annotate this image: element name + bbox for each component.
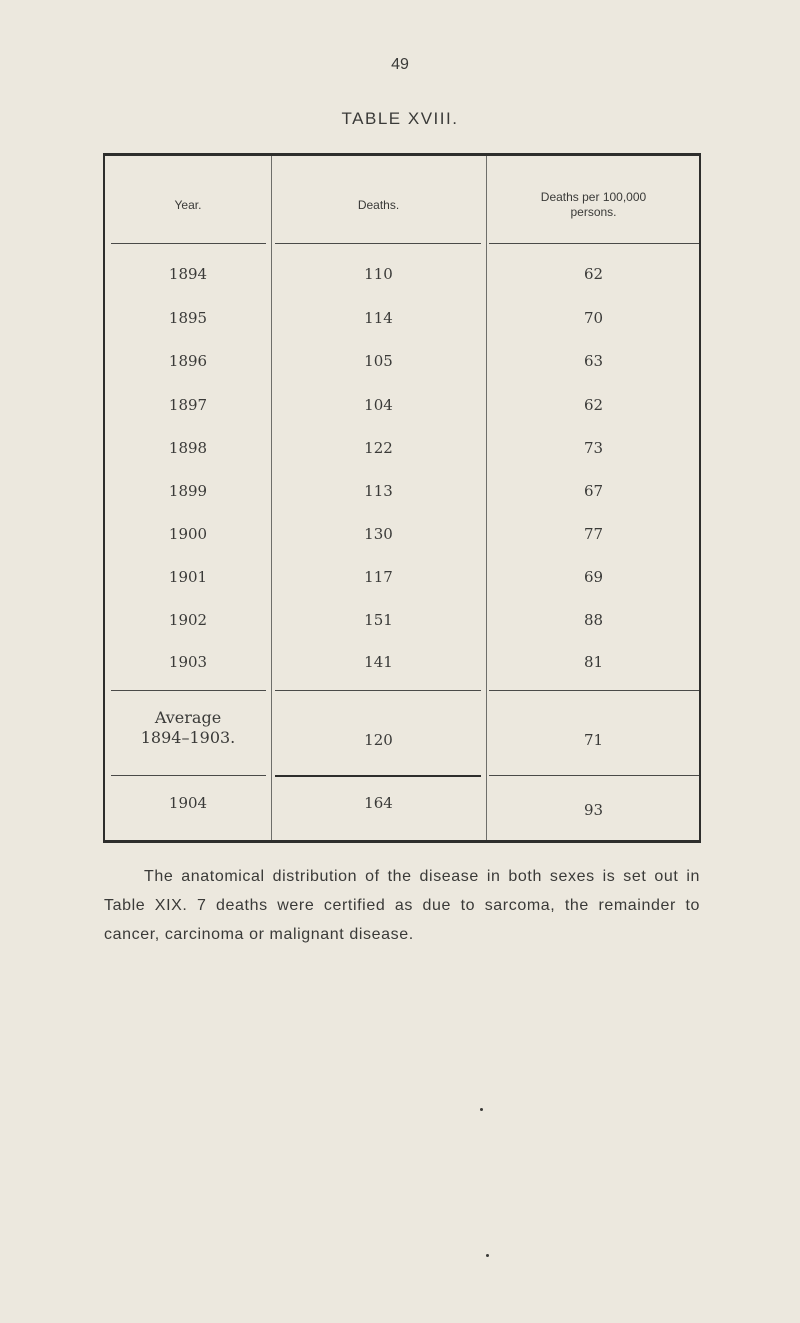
year-cell: 1898 [168,439,208,457]
header-rule [275,243,481,244]
rate-cell: 62 [583,265,604,283]
average-label-line1: Average [154,708,222,727]
mortality-table [103,153,701,843]
rate-cell: 69 [583,568,604,586]
header-rate [486,190,701,220]
deaths-cell: 114 [364,309,393,327]
final-rule [489,775,699,776]
deaths-cell: 110 [364,265,393,283]
average-deaths: 120 [364,731,393,749]
header-rate-line2: persons. [570,205,617,219]
average-rule [489,690,699,691]
rate-cell: 63 [583,352,604,370]
header-rate-line1: Deaths per 100,000 [540,190,647,204]
deaths-cell: 151 [364,611,393,629]
average-rule [111,690,266,691]
year-cell: 1895 [168,309,208,327]
rate-cell: 73 [583,439,604,457]
header-rule [489,243,699,244]
year-cell: 1903 [168,653,208,671]
page-number: 49 [391,56,409,73]
year-cell: 1901 [168,568,208,586]
year-cell: 1899 [168,482,208,500]
deaths-cell: 117 [364,568,393,586]
body-paragraph: The anatomical distribution of the disease in both sexes is set out in Table XIX. 7 deaths were certified as due to sarcoma, the remainder to cancer, carcinoma or malignant disease. [104,868,700,943]
deaths-cell: 104 [364,396,393,414]
year-cell: 1900 [168,525,208,543]
rate-cell: 93 [583,801,604,819]
final-rule [111,775,266,776]
rate-cell: 81 [583,653,604,671]
deaths-cell: 164 [364,794,393,812]
average-label-line2: 1894–1903. [140,728,236,747]
deaths-cell: 105 [364,352,393,370]
rate-cell: 70 [583,309,604,327]
year-cell: 1894 [168,265,208,283]
final-rule [275,775,481,777]
deaths-cell: 141 [364,653,393,671]
ink-speck [480,1108,483,1111]
rate-cell: 67 [583,482,604,500]
year-cell: 1902 [168,611,208,629]
rate-cell: 62 [583,396,604,414]
year-cell: 1896 [168,352,208,370]
table-title: TABLE XVIII. [341,109,459,128]
year-cell: 1904 [168,794,208,812]
deaths-cell: 113 [364,482,393,500]
rate-cell: 88 [583,611,604,629]
deaths-cell: 130 [364,525,393,543]
header-year: Year. [174,198,202,212]
header-deaths: Deaths. [357,198,400,212]
year-cell: 1897 [168,396,208,414]
rate-cell: 77 [583,525,604,543]
average-rate: 71 [583,731,604,749]
average-label [105,708,271,748]
average-rule [275,690,481,691]
header-rule [111,243,266,244]
deaths-cell: 122 [364,439,393,457]
ink-speck [486,1254,489,1257]
